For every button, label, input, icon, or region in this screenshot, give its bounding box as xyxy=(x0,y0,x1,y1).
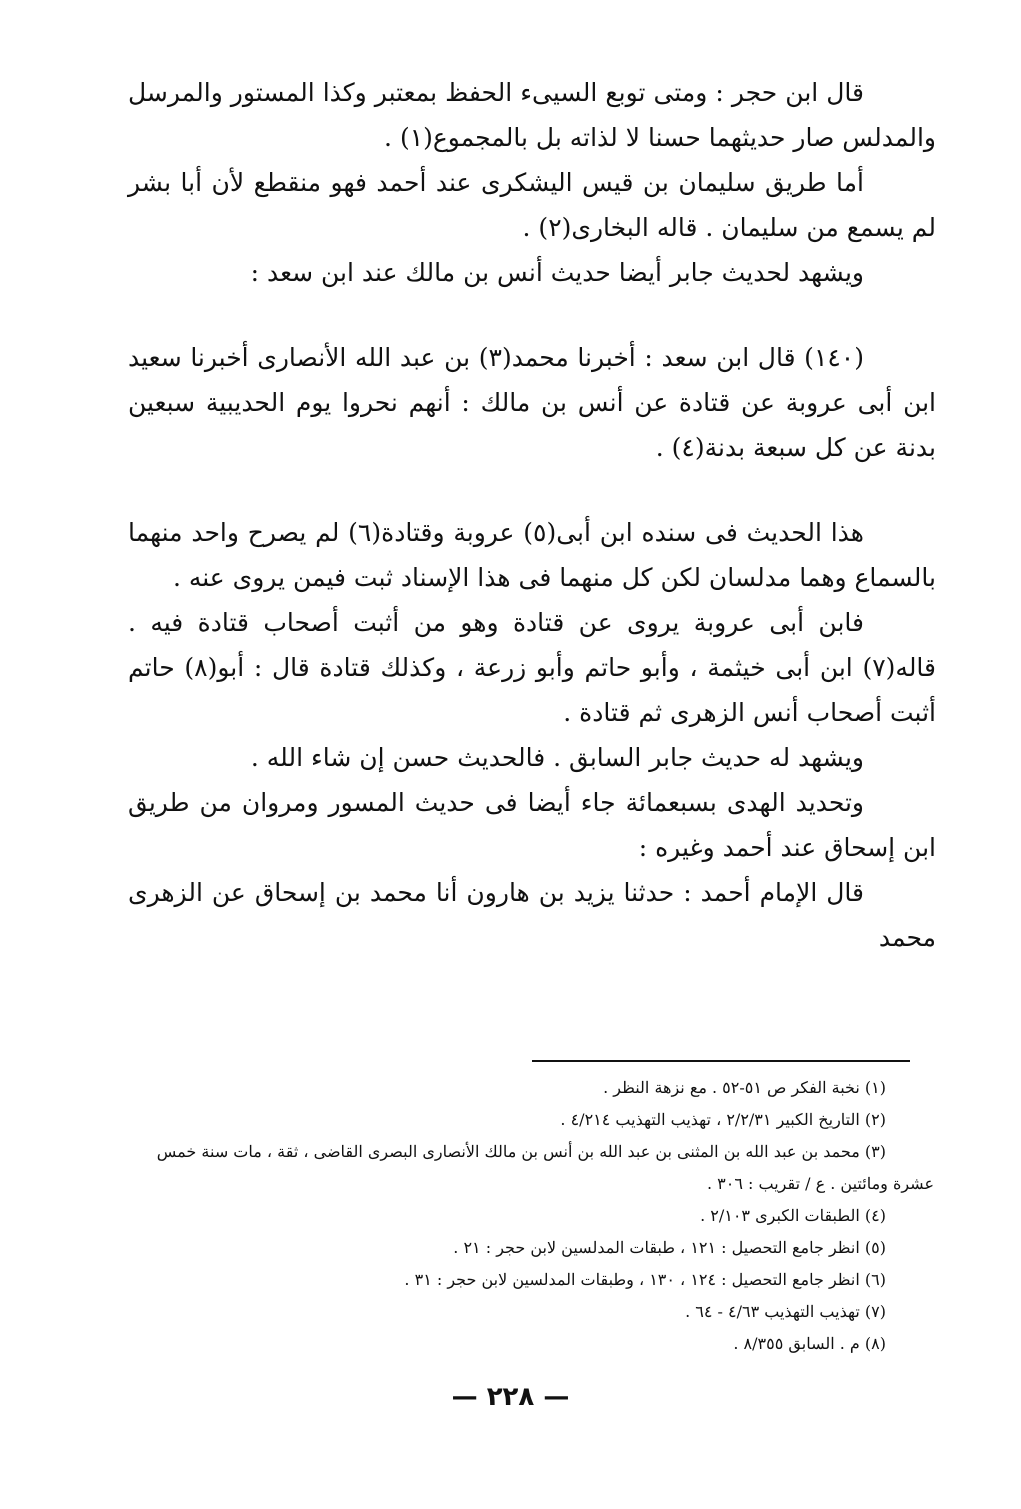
footnote-3-continued: عشرة ومائتين . ع / تقريب : ٣٠٦ . xyxy=(707,1174,934,1193)
footnotes xyxy=(130,1072,934,1360)
footnote-7: (٧) تهذيب التهذيب ٤/٦٣ - ٦٤ . xyxy=(685,1302,886,1321)
main-text xyxy=(128,70,936,960)
page-number: — ٢٢٨ — xyxy=(451,1382,570,1412)
footnote-2: (٢) التاريخ الكبير ٢/٢/٣١ ، تهذيب التهذيب ٤/٢١٤ . xyxy=(560,1110,886,1129)
paragraph-isnad-analysis: هذا الحديث فى سنده ابن أبى(٥) عروبة وقتادة(٦) لم يصرح واحد منهما بالسماع وهما مدلسان لكن كل منهما فى هذا الإسناد ثبت فيمن يروى عنه . xyxy=(128,518,936,592)
paragraph-gap xyxy=(128,470,936,510)
footnote-4: (٤) الطبقات الكبرى ٢/١٠٣ . xyxy=(700,1206,886,1225)
footnote-8: (٨) م . السابق ٨/٣٥٥ . xyxy=(733,1334,886,1353)
footnote-1: (١) نخبة الفكر ص ٥١-٥٢ . مع نزهة النظر . xyxy=(603,1078,886,1097)
footnote-divider xyxy=(532,1060,910,1062)
paragraph-sulayman-route: أما طريق سليمان بن قيس اليشكرى عند أحمد فهو منقطع لأن أبا بشر لم يسمع من سليمان . قاله البخارى(٢) . xyxy=(128,168,936,242)
hadith-140: (١٤٠) قال ابن سعد : أخبرنا محمد(٣) بن عبد الله الأنصارى أخبرنا سعيد ابن أبى عروبة عن قتادة عن أنس بن مالك : أنهم نحروا يوم الحديبية سبعين بدنة عن كل سبعة بدنة(٤) . xyxy=(128,343,936,462)
paragraph-imam-ahmad: قال الإمام أحمد : حدثنا يزيد بن هارون أنا محمد بن إسحاق عن الزهرى محمد xyxy=(128,878,936,952)
paragraph-seven-hundred: وتحديد الهدى بسبعمائة جاء أيضا فى حديث المسور ومروان من طريق ابن إسحاق عند أحمد وغيره : xyxy=(128,788,936,862)
footnote-6: (٦) انظر جامع التحصيل : ١٢٤ ، ١٣٠ ، وطبقات المدلسين لابن حجر : ٣١ . xyxy=(404,1270,886,1289)
footnote-3: (٣) محمد بن عبد الله بن المثنى بن عبد الله بن أنس بن مالك الأنصارى البصرى القاضى ، ثقة ، مات سنة خمس xyxy=(156,1142,886,1161)
paragraph-ibn-hajar: قال ابن حجر : ومتى توبع السيىء الحفظ بمعتبر وكذا المستور والمرسل والمدلس صار حديثهما حسنا لا لذاته بل بالمجموع(١) . xyxy=(128,78,936,152)
paragraph-ibn-abi-aruba: فابن أبى عروبة يروى عن قتادة وهو من أثبت أصحاب قتادة فيه . قاله(٧) ابن أبى خيثمة ، وأبو حاتم وأبو زرعة ، وكذلك قتادة قال : أبو(٨) حاتم أثبت أصحاب أنس الزهرى ثم قتادة . xyxy=(128,608,936,727)
paragraph-witness-anas: ويشهد لحديث جابر أيضا حديث أنس بن مالك عند ابن سعد : xyxy=(250,258,864,287)
footnote-5: (٥) انظر جامع التحصيل : ١٢١ ، طبقات المدلسين لابن حجر : ٢١ . xyxy=(453,1238,886,1257)
paragraph-hasan-ruling: ويشهد له حديث جابر السابق . فالحديث حسن إن شاء الله . xyxy=(250,743,864,772)
paragraph-gap xyxy=(128,295,936,335)
